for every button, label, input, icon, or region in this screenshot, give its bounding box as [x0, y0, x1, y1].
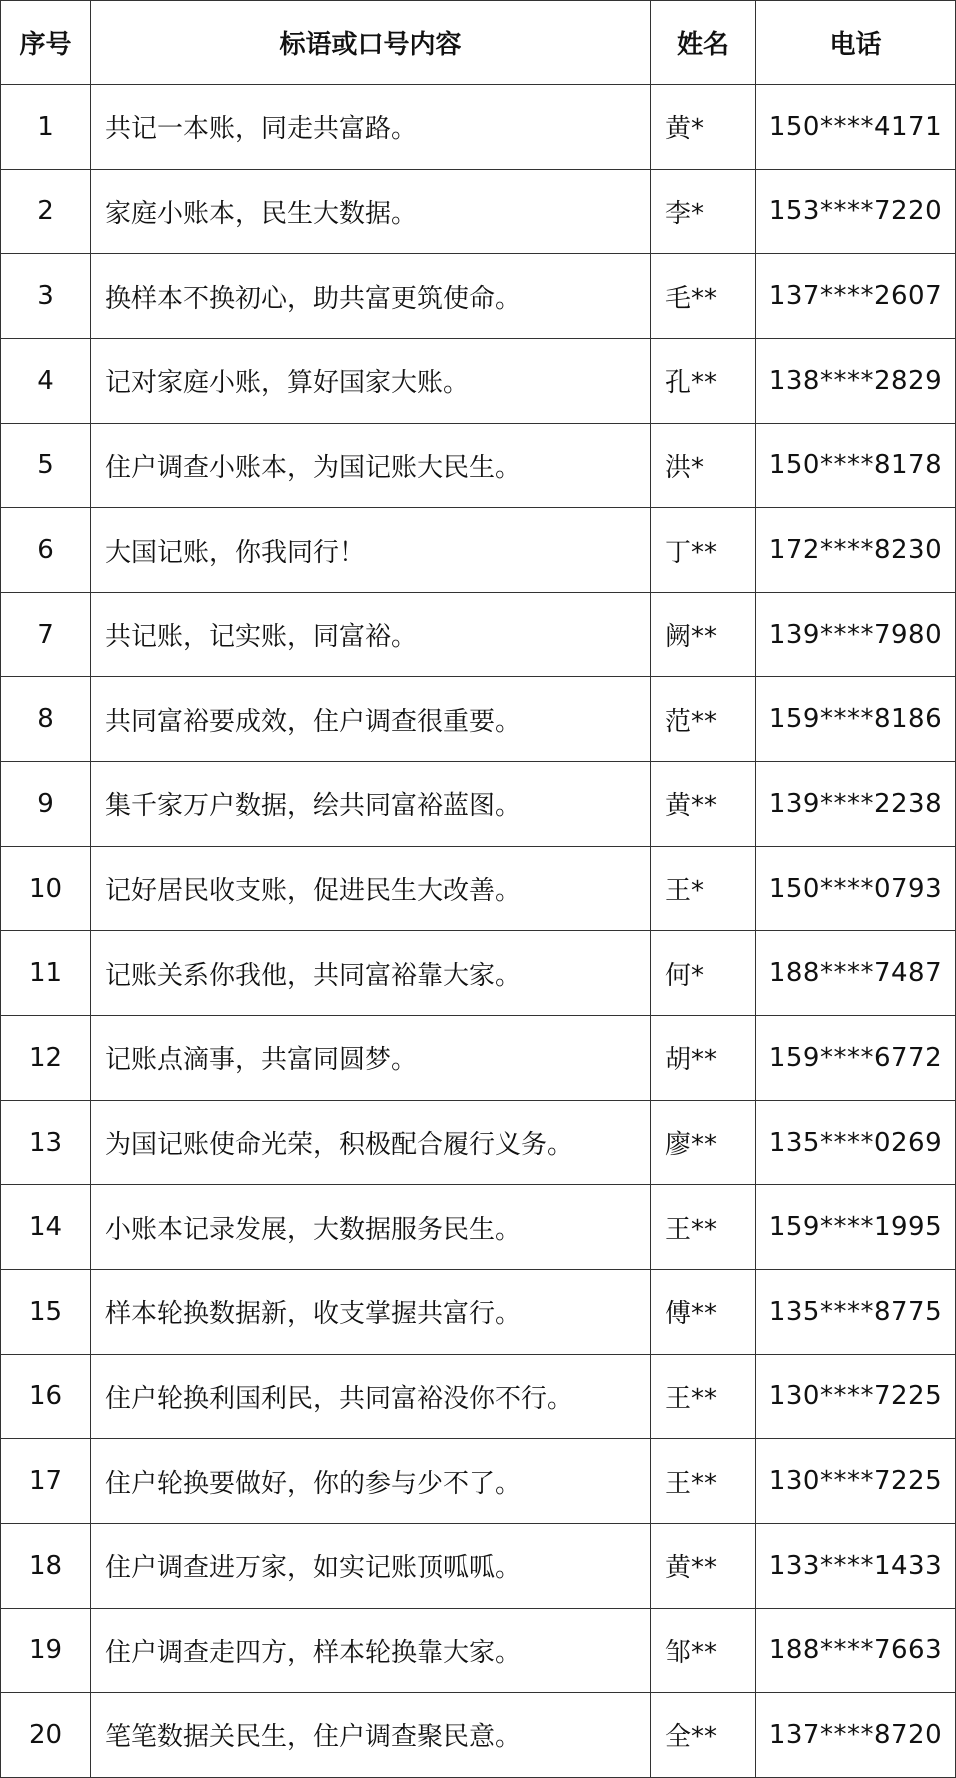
row-number-cell: 1: [1, 85, 91, 170]
row-number-cell: 15: [1, 1269, 91, 1354]
phone-cell: 188****7487: [756, 931, 956, 1016]
name-cell: 丁**: [651, 508, 756, 593]
name-cell: 阙**: [651, 592, 756, 677]
header-phone: 电话: [756, 1, 956, 85]
table-row: [1, 1354, 956, 1439]
name-cell: 王**: [651, 1185, 756, 1270]
table-row: [1, 592, 956, 677]
table-row: [1, 85, 956, 170]
name-cell: 傅**: [651, 1269, 756, 1354]
name-cell: 廖**: [651, 1100, 756, 1185]
slogan-cell: 笔笔数据关民生，住户调查聚民意。: [91, 1693, 651, 1778]
table-row: [1, 762, 956, 847]
table-row: [1, 1185, 956, 1270]
table-row: [1, 1269, 956, 1354]
name-cell: 何*: [651, 931, 756, 1016]
table-row: [1, 1523, 956, 1608]
slogan-cell: 记对家庭小账，算好国家大账。: [91, 338, 651, 423]
row-number-cell: 3: [1, 254, 91, 339]
header-name: 姓名: [651, 1, 756, 85]
row-number-cell: 2: [1, 169, 91, 254]
name-cell: 黄*: [651, 85, 756, 170]
row-number-cell: 14: [1, 1185, 91, 1270]
table-row: [1, 1608, 956, 1693]
phone-cell: 133****1433: [756, 1523, 956, 1608]
slogan-cell: 记好居民收支账，促进民生大改善。: [91, 846, 651, 931]
phone-cell: 153****7220: [756, 169, 956, 254]
table-row: [1, 846, 956, 931]
slogan-cell: 共记账，记实账，同富裕。: [91, 592, 651, 677]
name-cell: 李*: [651, 169, 756, 254]
slogan-cell: 住户轮换利国利民，共同富裕没你不行。: [91, 1354, 651, 1439]
phone-cell: 150****4171: [756, 85, 956, 170]
row-number-cell: 6: [1, 508, 91, 593]
row-number-cell: 8: [1, 677, 91, 762]
name-cell: 全**: [651, 1693, 756, 1778]
slogan-cell: 共记一本账，同走共富路。: [91, 85, 651, 170]
header-row: [1, 1, 956, 85]
name-cell: 黄**: [651, 1523, 756, 1608]
phone-cell: 130****7225: [756, 1439, 956, 1524]
phone-cell: 137****8720: [756, 1693, 956, 1778]
phone-cell: 139****7980: [756, 592, 956, 677]
table-row: [1, 931, 956, 1016]
name-cell: 王*: [651, 846, 756, 931]
name-cell: 胡**: [651, 1016, 756, 1101]
table-row: [1, 1016, 956, 1101]
row-number-cell: 11: [1, 931, 91, 1016]
phone-cell: 135****0269: [756, 1100, 956, 1185]
table-row: [1, 338, 956, 423]
slogan-cell: 家庭小账本，民生大数据。: [91, 169, 651, 254]
slogan-cell: 共同富裕要成效，住户调查很重要。: [91, 677, 651, 762]
phone-cell: 137****2607: [756, 254, 956, 339]
slogan-cell: 换样本不换初心，助共富更筑使命。: [91, 254, 651, 339]
phone-cell: 135****8775: [756, 1269, 956, 1354]
table-row: [1, 1100, 956, 1185]
header-slogan: 标语或口号内容: [91, 1, 651, 85]
table-row: [1, 1439, 956, 1524]
name-cell: 孔**: [651, 338, 756, 423]
row-number-cell: 20: [1, 1693, 91, 1778]
name-cell: 黄**: [651, 762, 756, 847]
phone-cell: 188****7663: [756, 1608, 956, 1693]
row-number-cell: 13: [1, 1100, 91, 1185]
slogan-cell: 小账本记录发展，大数据服务民生。: [91, 1185, 651, 1270]
row-number-cell: 12: [1, 1016, 91, 1101]
phone-cell: 159****8186: [756, 677, 956, 762]
slogan-cell: 记账关系你我他，共同富裕靠大家。: [91, 931, 651, 1016]
row-number-cell: 9: [1, 762, 91, 847]
slogan-cell: 住户调查走四方，样本轮换靠大家。: [91, 1608, 651, 1693]
row-number-cell: 7: [1, 592, 91, 677]
slogan-cell: 大国记账，你我同行！: [91, 508, 651, 593]
table-row: [1, 423, 956, 508]
row-number-cell: 5: [1, 423, 91, 508]
phone-cell: 150****0793: [756, 846, 956, 931]
phone-cell: 138****2829: [756, 338, 956, 423]
phone-cell: 159****6772: [756, 1016, 956, 1101]
slogan-cell: 住户调查小账本，为国记账大民生。: [91, 423, 651, 508]
slogan-cell: 集千家万户数据，绘共同富裕蓝图。: [91, 762, 651, 847]
table-row: [1, 169, 956, 254]
phone-cell: 172****8230: [756, 508, 956, 593]
slogan-cell: 住户轮换要做好，你的参与少不了。: [91, 1439, 651, 1524]
table-row: [1, 254, 956, 339]
row-number-cell: 4: [1, 338, 91, 423]
name-cell: 范**: [651, 677, 756, 762]
phone-cell: 159****1995: [756, 1185, 956, 1270]
row-number-cell: 18: [1, 1523, 91, 1608]
slogan-cell: 住户调查进万家，如实记账顶呱呱。: [91, 1523, 651, 1608]
name-cell: 王**: [651, 1439, 756, 1524]
table-row: [1, 508, 956, 593]
table-header: [1, 1, 956, 85]
header-no: 序号: [1, 1, 91, 85]
row-number-cell: 16: [1, 1354, 91, 1439]
slogan-cell: 记账点滴事，共富同圆梦。: [91, 1016, 651, 1101]
row-number-cell: 10: [1, 846, 91, 931]
name-cell: 毛**: [651, 254, 756, 339]
table-row: [1, 1693, 956, 1778]
table-body: [1, 85, 956, 1778]
name-cell: 洪*: [651, 423, 756, 508]
phone-cell: 150****8178: [756, 423, 956, 508]
slogan-cell: 样本轮换数据新，收支掌握共富行。: [91, 1269, 651, 1354]
name-cell: 邹**: [651, 1608, 756, 1693]
row-number-cell: 17: [1, 1439, 91, 1524]
slogan-cell: 为国记账使命光荣，积极配合履行义务。: [91, 1100, 651, 1185]
table-row: [1, 677, 956, 762]
row-number-cell: 19: [1, 1608, 91, 1693]
phone-cell: 139****2238: [756, 762, 956, 847]
name-cell: 王**: [651, 1354, 756, 1439]
phone-cell: 130****7225: [756, 1354, 956, 1439]
